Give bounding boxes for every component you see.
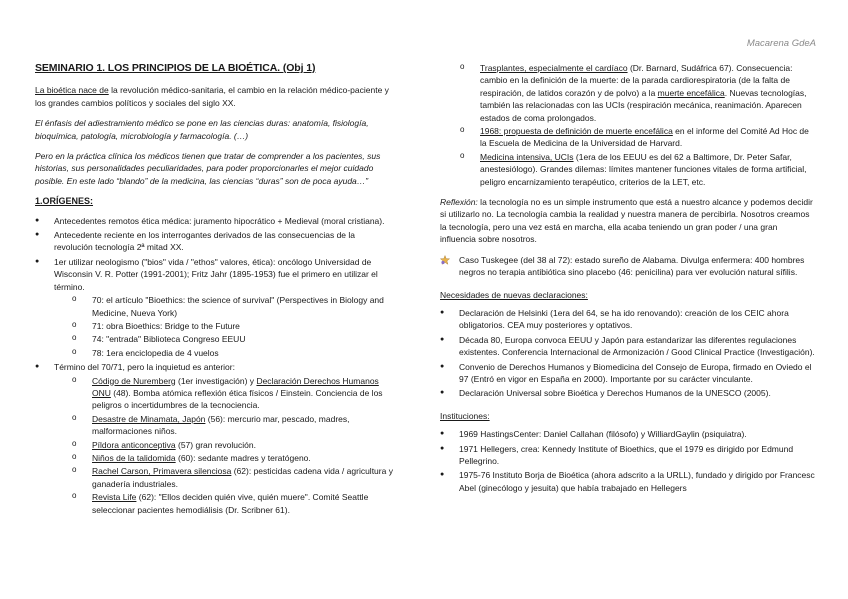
left-column (35, 62, 395, 518)
sub-list-item (458, 125, 815, 150)
sub-list-item (70, 439, 395, 451)
event-name: Píldora anticonceptiva (92, 439, 176, 450)
list-item: ● Década 80, Europa convoca EEUU y Japón para estandarizar las diferentes regulaciones existentes. Conferencia Internacional de Armonización / Good Clinical Practice (Investigación). (440, 334, 815, 359)
event-name: Revista Life (92, 492, 137, 503)
events-sublist (54, 375, 395, 516)
origenes-list (35, 215, 395, 516)
event-text: en el informe del Comité Ad Hoc de la Escuela de Medicina de la Universidad de Harvard. (480, 126, 809, 149)
list-item-text: Término del 70/71, pero la inquietud es anterior: (54, 362, 235, 373)
event-text: (57) gran revolución. (175, 439, 256, 450)
instituciones-heading: Instituciones: (440, 410, 490, 421)
quote-paragraph-1: El énfasis del adiestramiento médico se pone en las ciencias duras: anatomía, fisiología, bioquímica, patología, microbiología y farmacología. (…) (35, 118, 369, 141)
event-text: (56): mercurio mar, pescado, madres, malformaciones niños. (92, 413, 350, 437)
star-bullet-icon (440, 255, 450, 265)
list-item: ● Antecedentes remotos ética médica: juramento hipocrático + Medieval (moral cristiana). (35, 215, 395, 227)
intro-paragraph (35, 84, 395, 109)
event-name: 1968: propuesta de definición de muerte encefálica (480, 126, 673, 137)
reflexion-label: Reflexión: (440, 197, 478, 208)
sub-list-item (70, 465, 395, 490)
event-name: Niños de la talidomida (92, 452, 176, 463)
quote-paragraph-2: Pero en la práctica clínica los médicos tienen que tratar de comprender a los pacientes, sus historias, sus personalidades peculiaridades, para poder proporcionarles el mejor cuidado posible. En este lado “blando” de la medicina, las ciencias “duras” son de poca ayuda…” (35, 151, 381, 186)
necesidades-list (440, 307, 815, 400)
list-item: ● 1969 HastingsCenter: Daniel Callahan (filósofo) y WilliardGaylin (psiquiatra). (440, 428, 815, 440)
list-item: ● Antecedente reciente en los interrogantes derivados de las consecuencias de la revolución tecnología 2ª mitad XX. (35, 229, 395, 254)
section-origenes: 1.ORÍGENES: (35, 196, 94, 207)
sub-list-item: o 74: "entrada" Biblioteca Congreso EEUU (70, 333, 395, 345)
sub-list-item: o 71: obra Bioethics: Bridge to the Future (70, 320, 395, 332)
list-item-text: 1er utilizar neologismo ("bios" vida / "ethos" valores, ética): oncólogo Universidad de Wisconsin V. R. Potter (1991-2001); Fritz Jahr (1895-1953) fue el primero en utilizar el término. (54, 256, 378, 292)
event-text: (1er investigación) y (175, 375, 257, 386)
sub-list-item (70, 375, 395, 412)
sub-list-item: o 78: 1era enciclopedia de 4 vuelos (70, 347, 395, 359)
list-item: ● Declaración Universal sobre Bioética y Derechos Humanos de la UNESCO (2005). (440, 387, 815, 399)
event-name: Trasplantes, especialmente el cardíaco (480, 63, 628, 73)
sub-list-item (458, 62, 815, 124)
sub-list-item (458, 151, 815, 188)
reflexion-text: la tecnología no es un simple instrumento que está a nuestro alcance y podemos decidir si utilizarlo no. La tecnología cambia la realidad y nuestra manera de percibirla. Nosotros creamos la tecnología, pero una vez está en marcha, ella acaba teniendo un gran poder / una gran influencia sobre nosotros. (440, 197, 813, 245)
event-text: (48). Bomba atómica reflexión ética físicos / Einstein. Conciencia de los peligros o incertidumbres de la tecnociencia. (92, 387, 383, 411)
event-name: Rachel Carson, Primavera silenciosa (92, 466, 232, 477)
continued-sublist (440, 62, 815, 188)
event-text: (62): pesticidas cadena vida / agricultura y ganadería industriales. (92, 466, 393, 489)
list-item: ● Convenio de Derechos Humanos y Biomedicina del Consejo de Europa, firmado en Oviedo el 97 (Entró en vigor en España en 2000). Importante por su carácter vinculante. (440, 361, 815, 386)
list-item: ● 1975-76 Instituto Borja de Bioética (ahora adscrito a la URLL), fundado y dirigido por Francesc Abel (ginecólogo y jesuita) que había trabajado en Hellegers (440, 469, 815, 494)
event-text: (62): "Ellos deciden quién vive, quién muere". Comité Seattle seleccionar pacientes hemodiálisis (Dr. Scribner 61). (92, 492, 369, 515)
tuskegee-item (440, 254, 815, 279)
event-name: Desastre de Minamata, Japón (92, 413, 206, 424)
right-column (440, 62, 815, 496)
event-name: muerte encefálica (657, 87, 725, 98)
sub-list-item: o 70: el artículo "Bioethics: the science of survival" (Perspectives in Biology and Medicine, Nueva York) (70, 294, 395, 319)
event-text: (1era de los EEUU es del 62 a Baltimore, Dr. Peter Safar, anestesiólogo). Grandes dilemas: límites mantener funciones vitales de forma artificial, peligro encarnizamiento terapéutico, criterios de la LET, etc. (480, 151, 807, 187)
event-text: . Nuevas tecnologías, también las relacionadas con las UCIs (respiración mecánica, reanimación. Aparecen estados de coma prolongados. (480, 87, 807, 123)
event-text: (Dr. Barnard, Sudáfrica 67). Consecuencia: cambio en la definición de la muerte: de la parada cardiorespiratoria (de la falta de respiración, de latidos corazón y de polvo) a la (480, 63, 793, 98)
intro-text: la revolución médico-sanitaria, el cambio en la relación médico-paciente y los grandes cambios políticos y sociales del siglo XX. (35, 85, 389, 108)
sub-list-item (70, 452, 395, 464)
list-item: ● Declaración de Helsinki (1era del 64, se ha ido renovando): creación de los CEIC ahora obligatorios. CEA muy posteriores y optativos. (440, 307, 815, 332)
event-name: Código de Nuremberg (92, 375, 176, 386)
tuskegee-text: Caso Tuskegee (del 38 al 72): estado sureño de Alabama. Divulga enfermera: 400 hombres negros no terapia antibiótica sino placebo (46: penicilina) para ver evolución natural sífilis. (459, 254, 805, 278)
instituciones-list (440, 428, 815, 494)
potter-sublist (54, 294, 395, 359)
event-name: Medicina intensiva, UCIs (480, 151, 574, 162)
reflexion-paragraph (440, 196, 815, 246)
sub-list-item (70, 413, 395, 438)
list-item (35, 256, 395, 359)
necesidades-heading: Necesidades de nuevas declaraciones: (440, 289, 588, 300)
author-name: Macarena GdeA (746, 38, 816, 49)
event-text: (60): sedante madres y teratógeno. (175, 452, 311, 463)
list-item (35, 361, 395, 516)
event-name: Declaración Derechos Humanos ONU (92, 375, 379, 398)
page-title: SEMINARIO 1. LOS PRINCIPIOS DE LA BIOÉTICA. (Obj 1) (35, 62, 316, 74)
intro-underlined: La bioética nace de (35, 85, 109, 96)
sub-list-item (70, 491, 395, 516)
list-item: ● 1971 Hellegers, crea: Kennedy Institute of Bioethics, que el 1979 es dirigido por Edmund Pellegrino. (440, 443, 815, 468)
